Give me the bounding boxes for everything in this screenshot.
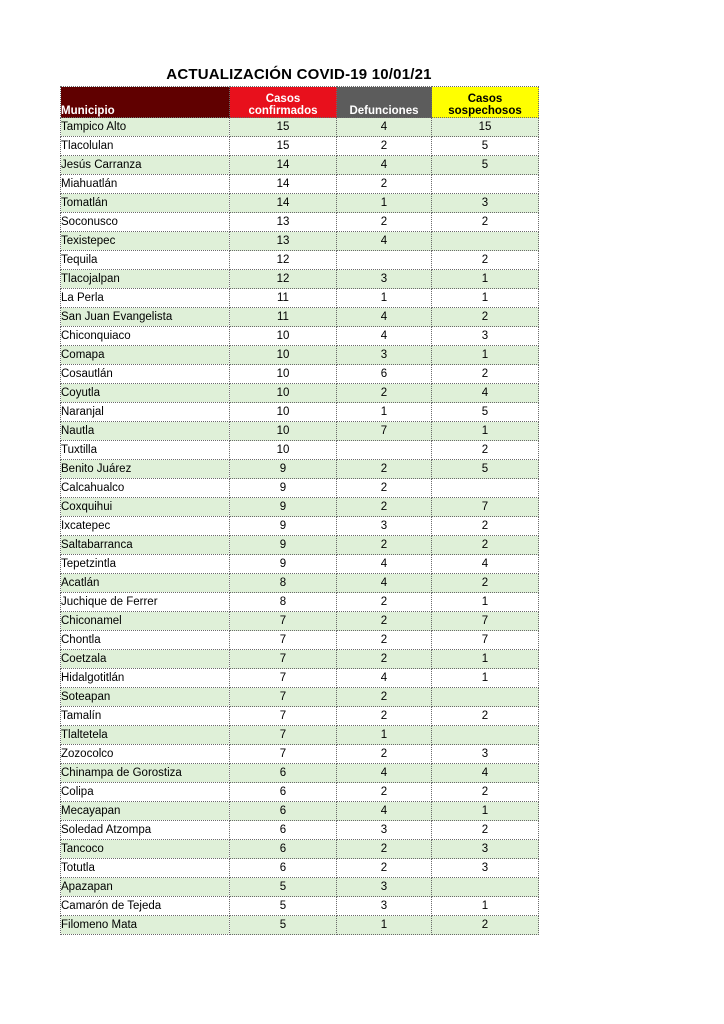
- confirmados-cell: 9: [230, 498, 337, 517]
- municipio-cell: Tampico Alto: [61, 118, 230, 137]
- defunciones-cell: 2: [337, 479, 432, 498]
- defunciones-cell: [337, 251, 432, 270]
- table-row: [61, 555, 539, 574]
- header-defunciones: Defunciones: [337, 87, 432, 118]
- table-row: [61, 308, 539, 327]
- sospechosos-cell: 3: [432, 859, 539, 878]
- defunciones-cell: 2: [337, 859, 432, 878]
- table-row: [61, 346, 539, 365]
- sospechosos-cell: 2: [432, 251, 539, 270]
- defunciones-cell: 2: [337, 783, 432, 802]
- table-row: [61, 726, 539, 745]
- municipio-cell: Tuxtilla: [61, 441, 230, 460]
- table-row: [61, 213, 539, 232]
- defunciones-cell: 2: [337, 688, 432, 707]
- table-row: [61, 270, 539, 289]
- table-row: [61, 878, 539, 897]
- confirmados-cell: 12: [230, 270, 337, 289]
- defunciones-cell: 2: [337, 612, 432, 631]
- table-row: [61, 441, 539, 460]
- municipio-cell: San Juan Evangelista: [61, 308, 230, 327]
- sospechosos-cell: [432, 479, 539, 498]
- table-row: [61, 650, 539, 669]
- table-row: [61, 802, 539, 821]
- table-row: [61, 517, 539, 536]
- defunciones-cell: 3: [337, 821, 432, 840]
- confirmados-cell: 14: [230, 194, 337, 213]
- municipio-cell: Tepetzintla: [61, 555, 230, 574]
- sospechosos-cell: [432, 878, 539, 897]
- confirmados-cell: 13: [230, 213, 337, 232]
- sospechosos-cell: 2: [432, 213, 539, 232]
- municipio-cell: Miahuatlán: [61, 175, 230, 194]
- municipio-cell: Ixcatepec: [61, 517, 230, 536]
- sospechosos-cell: 2: [432, 783, 539, 802]
- sospechosos-cell: 2: [432, 916, 539, 935]
- sospechosos-cell: 2: [432, 441, 539, 460]
- municipio-cell: Tlacolulan: [61, 137, 230, 156]
- defunciones-cell: 2: [337, 498, 432, 517]
- sospechosos-cell: 2: [432, 365, 539, 384]
- confirmados-cell: 10: [230, 384, 337, 403]
- table-row: [61, 156, 539, 175]
- sospechosos-cell: 1: [432, 346, 539, 365]
- defunciones-cell: 2: [337, 536, 432, 555]
- confirmados-cell: 9: [230, 479, 337, 498]
- table-row: [61, 175, 539, 194]
- confirmados-cell: 13: [230, 232, 337, 251]
- confirmados-cell: 5: [230, 878, 337, 897]
- table-row: [61, 289, 539, 308]
- municipio-cell: Tequila: [61, 251, 230, 270]
- table-row: [61, 232, 539, 251]
- municipio-cell: Coxquihui: [61, 498, 230, 517]
- municipio-cell: Juchique de Ferrer: [61, 593, 230, 612]
- defunciones-cell: 6: [337, 365, 432, 384]
- defunciones-cell: 2: [337, 707, 432, 726]
- municipio-cell: Jesús Carranza: [61, 156, 230, 175]
- sospechosos-cell: 3: [432, 327, 539, 346]
- sospechosos-cell: 5: [432, 460, 539, 479]
- confirmados-cell: 5: [230, 897, 337, 916]
- confirmados-cell: 10: [230, 441, 337, 460]
- defunciones-cell: 1: [337, 403, 432, 422]
- table-row: [61, 194, 539, 213]
- table-row: [61, 745, 539, 764]
- confirmados-cell: 12: [230, 251, 337, 270]
- municipio-cell: Mecayapan: [61, 802, 230, 821]
- page-title: ACTUALIZACIÓN COVID-19 10/01/21: [166, 66, 432, 83]
- confirmados-cell: 5: [230, 916, 337, 935]
- confirmados-cell: 7: [230, 631, 337, 650]
- table-row: [61, 764, 539, 783]
- table-row: [61, 327, 539, 346]
- defunciones-cell: 4: [337, 669, 432, 688]
- sospechosos-cell: 4: [432, 384, 539, 403]
- confirmados-cell: 7: [230, 612, 337, 631]
- sospechosos-cell: 1: [432, 593, 539, 612]
- sospechosos-cell: 5: [432, 156, 539, 175]
- confirmados-cell: 10: [230, 422, 337, 441]
- table-row: [61, 821, 539, 840]
- confirmados-cell: 10: [230, 403, 337, 422]
- sospechosos-cell: 4: [432, 764, 539, 783]
- defunciones-cell: 7: [337, 422, 432, 441]
- municipio-cell: Apazapan: [61, 878, 230, 897]
- defunciones-cell: 2: [337, 631, 432, 650]
- municipio-cell: Filomeno Mata: [61, 916, 230, 935]
- municipio-cell: Coetzala: [61, 650, 230, 669]
- municipio-cell: La Perla: [61, 289, 230, 308]
- table-row: [61, 669, 539, 688]
- municipio-cell: Nautla: [61, 422, 230, 441]
- defunciones-cell: 2: [337, 384, 432, 403]
- sospechosos-cell: 2: [432, 308, 539, 327]
- header-sospechosos-line1: Casos: [467, 93, 503, 105]
- sospechosos-cell: 7: [432, 631, 539, 650]
- municipio-cell: Texistepec: [61, 232, 230, 251]
- confirmados-cell: 8: [230, 593, 337, 612]
- municipio-cell: Saltabarranca: [61, 536, 230, 555]
- confirmados-cell: 9: [230, 536, 337, 555]
- sospechosos-cell: 7: [432, 612, 539, 631]
- table-row: [61, 137, 539, 156]
- confirmados-cell: 7: [230, 707, 337, 726]
- table-row: [61, 384, 539, 403]
- defunciones-cell: 3: [337, 897, 432, 916]
- defunciones-cell: 4: [337, 574, 432, 593]
- table-row: [61, 479, 539, 498]
- defunciones-cell: 4: [337, 555, 432, 574]
- defunciones-cell: 3: [337, 270, 432, 289]
- defunciones-cell: 2: [337, 213, 432, 232]
- defunciones-cell: 3: [337, 346, 432, 365]
- covid-table: [60, 86, 539, 935]
- confirmados-cell: 7: [230, 650, 337, 669]
- table-row: [61, 403, 539, 422]
- sospechosos-cell: 3: [432, 194, 539, 213]
- sospechosos-cell: 3: [432, 840, 539, 859]
- sospechosos-cell: [432, 726, 539, 745]
- table-row: [61, 574, 539, 593]
- sospechosos-cell: 7: [432, 498, 539, 517]
- defunciones-cell: 2: [337, 460, 432, 479]
- defunciones-cell: 4: [337, 156, 432, 175]
- municipio-cell: Soteapan: [61, 688, 230, 707]
- defunciones-cell: 4: [337, 232, 432, 251]
- defunciones-cell: 3: [337, 517, 432, 536]
- municipio-cell: Cosautlán: [61, 365, 230, 384]
- sospechosos-cell: 1: [432, 650, 539, 669]
- table-row: [61, 631, 539, 650]
- municipio-cell: Tancoco: [61, 840, 230, 859]
- table-row: [61, 688, 539, 707]
- table-row: [61, 916, 539, 935]
- municipio-cell: Calcahualco: [61, 479, 230, 498]
- confirmados-cell: 11: [230, 308, 337, 327]
- table-row: [61, 118, 539, 137]
- municipio-cell: Zozocolco: [61, 745, 230, 764]
- confirmados-cell: 6: [230, 783, 337, 802]
- municipio-cell: Tlaltetela: [61, 726, 230, 745]
- table-row: [61, 460, 539, 479]
- sospechosos-cell: 1: [432, 802, 539, 821]
- confirmados-cell: 7: [230, 745, 337, 764]
- defunciones-cell: 4: [337, 118, 432, 137]
- municipio-cell: Chiconquiaco: [61, 327, 230, 346]
- defunciones-cell: 4: [337, 764, 432, 783]
- confirmados-cell: 14: [230, 175, 337, 194]
- header-casos-sospechosos: [432, 87, 539, 118]
- municipio-cell: Soledad Atzompa: [61, 821, 230, 840]
- municipio-cell: Naranjal: [61, 403, 230, 422]
- municipio-cell: Colipa: [61, 783, 230, 802]
- municipio-cell: Acatlán: [61, 574, 230, 593]
- confirmados-cell: 6: [230, 821, 337, 840]
- sospechosos-cell: 1: [432, 270, 539, 289]
- confirmados-cell: 6: [230, 802, 337, 821]
- confirmados-cell: 6: [230, 859, 337, 878]
- defunciones-cell: 2: [337, 175, 432, 194]
- sospechosos-cell: 5: [432, 403, 539, 422]
- confirmados-cell: 7: [230, 669, 337, 688]
- sospechosos-cell: 2: [432, 536, 539, 555]
- sospechosos-cell: 2: [432, 821, 539, 840]
- sospechosos-cell: 3: [432, 745, 539, 764]
- sospechosos-cell: 1: [432, 289, 539, 308]
- sospechosos-cell: 2: [432, 707, 539, 726]
- defunciones-cell: 2: [337, 650, 432, 669]
- municipio-cell: Benito Juárez: [61, 460, 230, 479]
- sospechosos-cell: 1: [432, 669, 539, 688]
- defunciones-cell: 4: [337, 308, 432, 327]
- confirmados-cell: 9: [230, 460, 337, 479]
- sospechosos-cell: 2: [432, 574, 539, 593]
- sospechosos-cell: 4: [432, 555, 539, 574]
- table-row: [61, 365, 539, 384]
- sospechosos-cell: 1: [432, 897, 539, 916]
- confirmados-cell: 15: [230, 137, 337, 156]
- table-header: [61, 87, 539, 118]
- confirmados-cell: 9: [230, 517, 337, 536]
- defunciones-cell: 4: [337, 802, 432, 821]
- table-row: [61, 536, 539, 555]
- defunciones-cell: 4: [337, 327, 432, 346]
- defunciones-cell: 3: [337, 878, 432, 897]
- header-confirmados-line1: Casos: [265, 93, 301, 105]
- confirmados-cell: 6: [230, 764, 337, 783]
- sospechosos-cell: 5: [432, 137, 539, 156]
- confirmados-cell: 9: [230, 555, 337, 574]
- table-row: [61, 612, 539, 631]
- municipio-cell: Soconusco: [61, 213, 230, 232]
- confirmados-cell: 6: [230, 840, 337, 859]
- municipio-cell: Totutla: [61, 859, 230, 878]
- header-confirmados-line2: confirmados: [248, 105, 318, 117]
- confirmados-cell: 10: [230, 365, 337, 384]
- sospechosos-cell: [432, 232, 539, 251]
- defunciones-cell: 1: [337, 916, 432, 935]
- sospechosos-cell: 15: [432, 118, 539, 137]
- municipio-cell: Chinampa de Gorostiza: [61, 764, 230, 783]
- defunciones-cell: 1: [337, 194, 432, 213]
- municipio-cell: Tamalín: [61, 707, 230, 726]
- confirmados-cell: 14: [230, 156, 337, 175]
- header-casos-confirmados: [230, 87, 337, 118]
- defunciones-cell: 2: [337, 840, 432, 859]
- table-row: [61, 707, 539, 726]
- confirmados-cell: 8: [230, 574, 337, 593]
- table-row: [61, 859, 539, 878]
- header-sospechosos-line2: sospechosos: [448, 105, 522, 117]
- sospechosos-cell: [432, 688, 539, 707]
- confirmados-cell: 7: [230, 688, 337, 707]
- table-row: [61, 840, 539, 859]
- sospechosos-cell: 1: [432, 422, 539, 441]
- defunciones-cell: 2: [337, 137, 432, 156]
- municipio-cell: Chontla: [61, 631, 230, 650]
- table-row: [61, 422, 539, 441]
- defunciones-cell: 1: [337, 289, 432, 308]
- municipio-cell: Camarón de Tejeda: [61, 897, 230, 916]
- municipio-cell: Hidalgotitlán: [61, 669, 230, 688]
- confirmados-cell: 7: [230, 726, 337, 745]
- defunciones-cell: 2: [337, 593, 432, 612]
- sospechosos-cell: [432, 175, 539, 194]
- table-row: [61, 593, 539, 612]
- defunciones-cell: 1: [337, 726, 432, 745]
- defunciones-cell: [337, 441, 432, 460]
- table-row: [61, 498, 539, 517]
- defunciones-cell: 2: [337, 745, 432, 764]
- confirmados-cell: 10: [230, 327, 337, 346]
- table-body: [61, 118, 539, 935]
- municipio-cell: Chiconamel: [61, 612, 230, 631]
- table-row: [61, 897, 539, 916]
- confirmados-cell: 10: [230, 346, 337, 365]
- municipio-cell: Tomatlán: [61, 194, 230, 213]
- confirmados-cell: 15: [230, 118, 337, 137]
- header-municipio: Municipio: [61, 87, 230, 118]
- municipio-cell: Tlacojalpan: [61, 270, 230, 289]
- table-row: [61, 783, 539, 802]
- municipio-cell: Comapa: [61, 346, 230, 365]
- sospechosos-cell: 2: [432, 517, 539, 536]
- municipio-cell: Coyutla: [61, 384, 230, 403]
- table-row: [61, 251, 539, 270]
- confirmados-cell: 11: [230, 289, 337, 308]
